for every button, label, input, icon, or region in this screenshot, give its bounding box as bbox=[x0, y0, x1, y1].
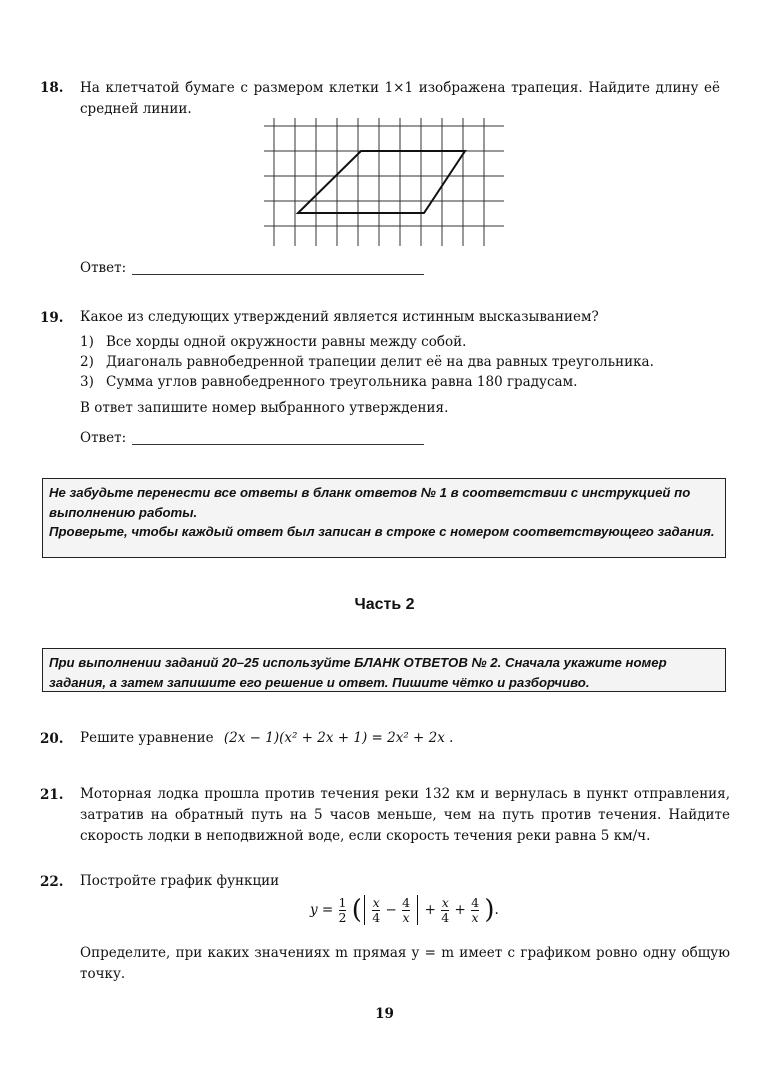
trapezoid-grid-figure bbox=[264, 118, 504, 246]
question-20-line bbox=[80, 728, 720, 749]
question-number-19: 19. bbox=[40, 310, 64, 326]
option-3: 3) Сумма углов равнобедренного треугольника равна 180 градусам. bbox=[80, 374, 578, 390]
frac-4-over-x-b: $\frac{4}{x}$ bbox=[471, 894, 480, 925]
question-21-text: Моторная лодка прошла против течения реки 132 км и вернулась в пункт отправления, затратив на обратный путь на 5 часов меньше, чем на путь против течения. Найдите скорость лодки в неподвижной воде, если скорость течения реки равна 5 км/ч. bbox=[80, 786, 730, 844]
notice-answer-form-2: При выполнении заданий 20–25 используйте БЛАНК ОТВЕТОВ № 2. Сначала укажите номер задания, а затем запишите его решение и ответ. Пишите чётко и разборчиво. bbox=[42, 648, 726, 692]
question-19-instruction: В ответ запишите номер выбранного утверждения. bbox=[80, 400, 449, 416]
answer-field-19[interactable] bbox=[132, 430, 424, 445]
question-22-text: Постройте график функции bbox=[80, 873, 280, 889]
grid-lines bbox=[264, 118, 504, 246]
notice-line-2: Проверьте, чтобы каждый ответ был записан в строке с номером соответствующего задания. bbox=[49, 524, 715, 539]
question-number-20: 20. bbox=[40, 731, 64, 747]
trapezoid-shape bbox=[298, 151, 465, 213]
answer-label-18: Ответ: bbox=[80, 260, 127, 276]
question-20-equation: (2x − 1)(x² + 2x + 1) = 2x² + 2x . bbox=[223, 730, 454, 746]
question-number-21: 21. bbox=[40, 787, 64, 803]
question-20-text: Решите уравнение bbox=[80, 730, 214, 746]
question-number-18: 18. bbox=[40, 80, 64, 96]
part-2-title: Часть 2 bbox=[354, 596, 415, 613]
question-18-text: На клетчатой бумаге с размером клетки 1×1 изображена трапеция. Найдите длину её средней линии. bbox=[80, 80, 720, 117]
question-19-text: Какое из следующих утверждений является истинным высказыванием? bbox=[80, 309, 599, 325]
question-22-formula: y = $\frac{1}{2}$ ( $\frac{x}{4}$ − $\frac{4}{x}$ + $\frac{x}{4}$ + $\frac{4}{x}$ ). bbox=[310, 894, 499, 925]
frac-half: $\frac{1}{2}$ bbox=[338, 894, 347, 925]
frac-x-over-4-a: $\frac{x}{4}$ bbox=[372, 894, 381, 925]
frac-x-over-4-b: $\frac{x}{4}$ bbox=[441, 894, 450, 925]
question-number-22: 22. bbox=[40, 874, 64, 890]
answer-label-19: Ответ: bbox=[80, 430, 127, 446]
question-22-text-2: Определите, при каких значениях m прямая y = m имеет с графиком ровно одну общую точку. bbox=[80, 945, 730, 982]
question-19-options bbox=[80, 332, 720, 392]
option-2: 2) Диагональ равнобедренной трапеции делит её на два равных треугольника. bbox=[80, 354, 654, 370]
option-1: 1) Все хорды одной окружности равны между собой. bbox=[80, 334, 467, 350]
answer-field-18[interactable] bbox=[132, 260, 424, 275]
notice-transfer-answers bbox=[42, 478, 726, 558]
frac-4-over-x-a: $\frac{4}{x}$ bbox=[402, 894, 411, 925]
notice-line-1: Не забудьте перенести все ответы в бланк ответов № 1 в соответствии с инструкцией по выполнению работы. bbox=[49, 485, 691, 520]
page-number: 19 bbox=[375, 1006, 394, 1022]
